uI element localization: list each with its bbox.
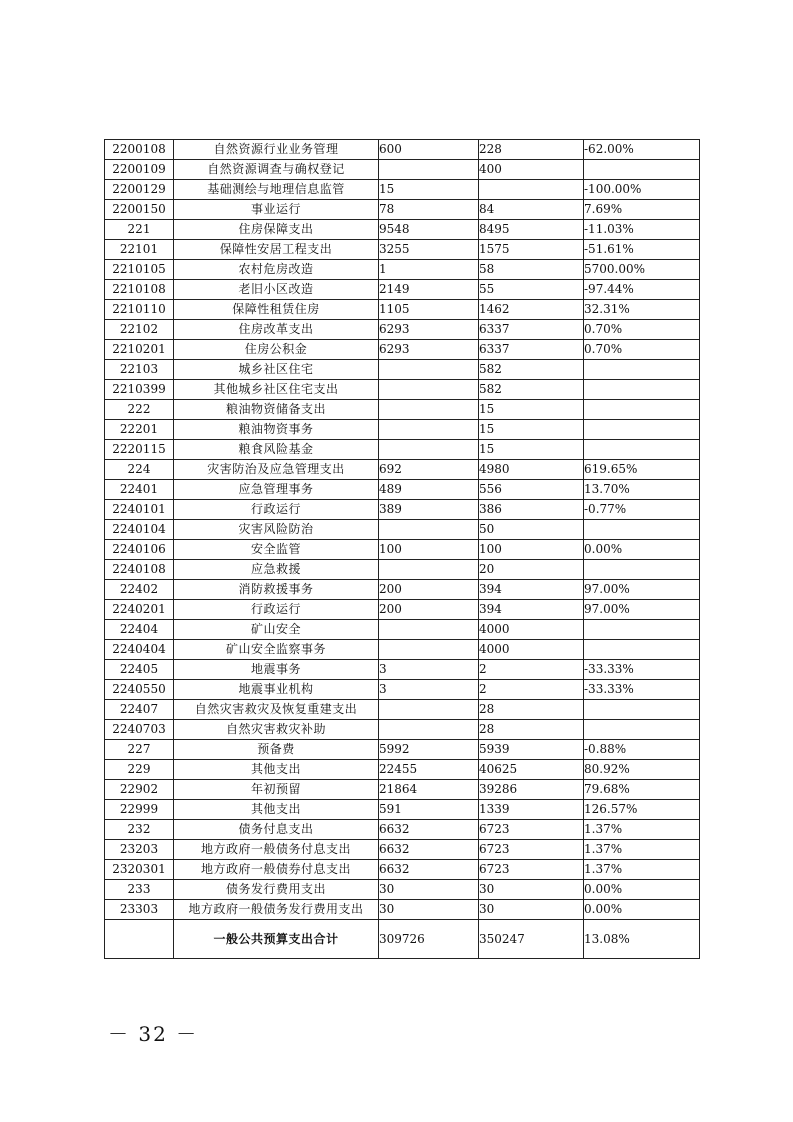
subject-code-cell: 2240404 [105, 640, 174, 660]
change-percent-cell: 0.00% [584, 900, 700, 920]
table-row [105, 220, 700, 240]
total-prior-year-value-cell: 309726 [379, 920, 479, 959]
prior-year-value-cell [379, 400, 479, 420]
prior-year-value-cell [379, 160, 479, 180]
subject-name-cell: 基础测绘与地理信息监管 [174, 180, 379, 200]
subject-name-cell: 自然资源调查与确权登记 [174, 160, 379, 180]
budget-expenditure-table [104, 139, 700, 959]
prior-year-value-cell: 6632 [379, 860, 479, 880]
prior-year-value-cell [379, 360, 479, 380]
table-row [105, 440, 700, 460]
subject-name-cell: 地方政府一般债务付息支出 [174, 840, 379, 860]
table-row [105, 320, 700, 340]
total-current-year-value-cell: 350247 [479, 920, 584, 959]
subject-code-cell: 22407 [105, 700, 174, 720]
subject-code-cell: 22101 [105, 240, 174, 260]
current-year-value-cell: 5939 [479, 740, 584, 760]
subject-name-cell: 住房改革支出 [174, 320, 379, 340]
subject-code-cell: 22103 [105, 360, 174, 380]
prior-year-value-cell: 489 [379, 480, 479, 500]
change-percent-cell [584, 160, 700, 180]
subject-name-cell: 保障性安居工程支出 [174, 240, 379, 260]
table-row [105, 300, 700, 320]
prior-year-value-cell: 1 [379, 260, 479, 280]
current-year-value-cell: 100 [479, 540, 584, 560]
table-row [105, 280, 700, 300]
prior-year-value-cell: 692 [379, 460, 479, 480]
subject-code-cell: 22402 [105, 580, 174, 600]
subject-code-cell: 2240106 [105, 540, 174, 560]
subject-code-cell: 2220115 [105, 440, 174, 460]
table-row [105, 180, 700, 200]
total-change-percent-cell: 13.08% [584, 920, 700, 959]
table-row [105, 600, 700, 620]
current-year-value-cell: 386 [479, 500, 584, 520]
subject-code-cell: 22201 [105, 420, 174, 440]
subject-code-cell: 22902 [105, 780, 174, 800]
subject-name-cell: 债务付息支出 [174, 820, 379, 840]
change-percent-cell: 5700.00% [584, 260, 700, 280]
current-year-value-cell: 39286 [479, 780, 584, 800]
table-row [105, 640, 700, 660]
prior-year-value-cell: 200 [379, 580, 479, 600]
current-year-value-cell: 6723 [479, 840, 584, 860]
prior-year-value-cell [379, 420, 479, 440]
table-row [105, 260, 700, 280]
table-row [105, 420, 700, 440]
change-percent-cell [584, 560, 700, 580]
subject-code-cell: 2240550 [105, 680, 174, 700]
subject-code-cell: 227 [105, 740, 174, 760]
change-percent-cell: -0.77% [584, 500, 700, 520]
table-row [105, 800, 700, 820]
subject-code-cell: 2210201 [105, 340, 174, 360]
subject-name-cell: 应急救援 [174, 560, 379, 580]
subject-name-cell: 自然灾害救灾及恢复重建支出 [174, 700, 379, 720]
total-row [105, 920, 700, 959]
subject-code-cell: 2210110 [105, 300, 174, 320]
subject-code-cell: 222 [105, 400, 174, 420]
current-year-value-cell: 15 [479, 420, 584, 440]
subject-name-cell: 消防救援事务 [174, 580, 379, 600]
prior-year-value-cell: 6632 [379, 820, 479, 840]
subject-name-cell: 粮油物资储备支出 [174, 400, 379, 420]
prior-year-value-cell [379, 380, 479, 400]
current-year-value-cell: 394 [479, 580, 584, 600]
change-percent-cell: 97.00% [584, 600, 700, 620]
prior-year-value-cell [379, 640, 479, 660]
subject-name-cell: 其他支出 [174, 760, 379, 780]
table-row [105, 140, 700, 160]
current-year-value-cell: 6337 [479, 340, 584, 360]
subject-code-cell: 22401 [105, 480, 174, 500]
prior-year-value-cell: 3255 [379, 240, 479, 260]
change-percent-cell: 80.92% [584, 760, 700, 780]
change-percent-cell: -11.03% [584, 220, 700, 240]
table-row [105, 760, 700, 780]
table-row [105, 520, 700, 540]
subject-code-cell: 224 [105, 460, 174, 480]
subject-name-cell: 粮油物资事务 [174, 420, 379, 440]
current-year-value-cell: 6723 [479, 860, 584, 880]
current-year-value-cell: 15 [479, 400, 584, 420]
table-row [105, 340, 700, 360]
subject-name-cell: 矿山安全 [174, 620, 379, 640]
table-row [105, 820, 700, 840]
table-body [105, 140, 700, 959]
subject-name-cell: 地方政府一般债务发行费用支出 [174, 900, 379, 920]
prior-year-value-cell: 5992 [379, 740, 479, 760]
change-percent-cell: 0.70% [584, 320, 700, 340]
prior-year-value-cell: 78 [379, 200, 479, 220]
change-percent-cell: -0.88% [584, 740, 700, 760]
change-percent-cell: -100.00% [584, 180, 700, 200]
subject-code-cell: 22404 [105, 620, 174, 640]
change-percent-cell: 1.37% [584, 860, 700, 880]
table-row [105, 160, 700, 180]
table-row [105, 540, 700, 560]
table-row [105, 580, 700, 600]
subject-code-cell: 2200129 [105, 180, 174, 200]
prior-year-value-cell: 30 [379, 900, 479, 920]
table-row [105, 900, 700, 920]
total-subject-code-cell [105, 920, 174, 959]
current-year-value-cell: 2 [479, 660, 584, 680]
subject-name-cell: 应急管理事务 [174, 480, 379, 500]
prior-year-value-cell [379, 720, 479, 740]
subject-name-cell: 事业运行 [174, 200, 379, 220]
prior-year-value-cell: 1105 [379, 300, 479, 320]
subject-code-cell: 2240104 [105, 520, 174, 540]
change-percent-cell: 619.65% [584, 460, 700, 480]
current-year-value-cell [479, 180, 584, 200]
change-percent-cell: 1.37% [584, 840, 700, 860]
change-percent-cell: 79.68% [584, 780, 700, 800]
subject-name-cell: 其他城乡社区住宅支出 [174, 380, 379, 400]
subject-code-cell: 2200108 [105, 140, 174, 160]
change-percent-cell: 126.57% [584, 800, 700, 820]
subject-name-cell: 灾害防治及应急管理支出 [174, 460, 379, 480]
change-percent-cell: 7.69% [584, 200, 700, 220]
change-percent-cell [584, 440, 700, 460]
table-row [105, 240, 700, 260]
current-year-value-cell: 4000 [479, 640, 584, 660]
current-year-value-cell: 28 [479, 720, 584, 740]
table-row [105, 780, 700, 800]
current-year-value-cell: 2 [479, 680, 584, 700]
change-percent-cell: 0.00% [584, 880, 700, 900]
subject-name-cell: 其他支出 [174, 800, 379, 820]
subject-code-cell: 229 [105, 760, 174, 780]
current-year-value-cell: 582 [479, 380, 584, 400]
current-year-value-cell: 8495 [479, 220, 584, 240]
current-year-value-cell: 58 [479, 260, 584, 280]
subject-name-cell: 行政运行 [174, 600, 379, 620]
prior-year-value-cell: 6632 [379, 840, 479, 860]
change-percent-cell: 97.00% [584, 580, 700, 600]
subject-name-cell: 自然灾害救灾补助 [174, 720, 379, 740]
change-percent-cell [584, 700, 700, 720]
change-percent-cell: -33.33% [584, 680, 700, 700]
change-percent-cell [584, 400, 700, 420]
current-year-value-cell: 394 [479, 600, 584, 620]
table-row [105, 620, 700, 640]
subject-name-cell: 安全监管 [174, 540, 379, 560]
subject-name-cell: 矿山安全监察事务 [174, 640, 379, 660]
subject-name-cell: 债务发行费用支出 [174, 880, 379, 900]
prior-year-value-cell: 591 [379, 800, 479, 820]
subject-code-cell: 2210399 [105, 380, 174, 400]
subject-name-cell: 粮食风险基金 [174, 440, 379, 460]
prior-year-value-cell: 9548 [379, 220, 479, 240]
prior-year-value-cell: 2149 [379, 280, 479, 300]
current-year-value-cell: 4980 [479, 460, 584, 480]
table-row [105, 680, 700, 700]
subject-code-cell: 23203 [105, 840, 174, 860]
current-year-value-cell: 28 [479, 700, 584, 720]
table-row [105, 360, 700, 380]
subject-name-cell: 老旧小区改造 [174, 280, 379, 300]
page-number: － 32 － [108, 1022, 199, 1046]
current-year-value-cell: 50 [479, 520, 584, 540]
prior-year-value-cell [379, 560, 479, 580]
table-row [105, 480, 700, 500]
change-percent-cell: 0.70% [584, 340, 700, 360]
subject-code-cell: 2240201 [105, 600, 174, 620]
subject-name-cell: 城乡社区住宅 [174, 360, 379, 380]
change-percent-cell [584, 720, 700, 740]
table-row [105, 200, 700, 220]
subject-code-cell: 2240703 [105, 720, 174, 740]
table-row [105, 880, 700, 900]
table-row [105, 700, 700, 720]
current-year-value-cell: 20 [479, 560, 584, 580]
subject-name-cell: 灾害风险防治 [174, 520, 379, 540]
change-percent-cell [584, 640, 700, 660]
subject-name-cell: 保障性租赁住房 [174, 300, 379, 320]
prior-year-value-cell: 100 [379, 540, 479, 560]
current-year-value-cell: 556 [479, 480, 584, 500]
prior-year-value-cell: 15 [379, 180, 479, 200]
prior-year-value-cell: 3 [379, 660, 479, 680]
current-year-value-cell: 1462 [479, 300, 584, 320]
prior-year-value-cell: 22455 [379, 760, 479, 780]
change-percent-cell: 1.37% [584, 820, 700, 840]
prior-year-value-cell: 6293 [379, 340, 479, 360]
current-year-value-cell: 4000 [479, 620, 584, 640]
current-year-value-cell: 400 [479, 160, 584, 180]
current-year-value-cell: 55 [479, 280, 584, 300]
change-percent-cell: 32.31% [584, 300, 700, 320]
prior-year-value-cell: 30 [379, 880, 479, 900]
table-row [105, 400, 700, 420]
prior-year-value-cell: 389 [379, 500, 479, 520]
subject-code-cell: 2200109 [105, 160, 174, 180]
subject-name-cell: 农村危房改造 [174, 260, 379, 280]
current-year-value-cell: 6723 [479, 820, 584, 840]
change-percent-cell [584, 360, 700, 380]
subject-name-cell: 地震事务 [174, 660, 379, 680]
change-percent-cell: 13.70% [584, 480, 700, 500]
subject-code-cell: 23303 [105, 900, 174, 920]
prior-year-value-cell: 200 [379, 600, 479, 620]
current-year-value-cell: 582 [479, 360, 584, 380]
current-year-value-cell: 1339 [479, 800, 584, 820]
prior-year-value-cell [379, 620, 479, 640]
subject-name-cell: 地震事业机构 [174, 680, 379, 700]
total-subject-name-cell: 一般公共预算支出合计 [174, 920, 379, 959]
change-percent-cell: 0.00% [584, 540, 700, 560]
subject-name-cell: 预备费 [174, 740, 379, 760]
subject-code-cell: 2200150 [105, 200, 174, 220]
table-row [105, 460, 700, 480]
subject-name-cell: 住房保障支出 [174, 220, 379, 240]
subject-name-cell: 行政运行 [174, 500, 379, 520]
current-year-value-cell: 30 [479, 900, 584, 920]
subject-code-cell: 221 [105, 220, 174, 240]
table-row [105, 720, 700, 740]
prior-year-value-cell: 21864 [379, 780, 479, 800]
current-year-value-cell: 1575 [479, 240, 584, 260]
table-row [105, 740, 700, 760]
table-row [105, 380, 700, 400]
current-year-value-cell: 228 [479, 140, 584, 160]
change-percent-cell: -97.44% [584, 280, 700, 300]
subject-code-cell: 2210108 [105, 280, 174, 300]
current-year-value-cell: 40625 [479, 760, 584, 780]
table-row [105, 860, 700, 880]
change-percent-cell [584, 620, 700, 640]
current-year-value-cell: 84 [479, 200, 584, 220]
change-percent-cell: -33.33% [584, 660, 700, 680]
subject-name-cell: 地方政府一般债券付息支出 [174, 860, 379, 880]
table-row [105, 500, 700, 520]
subject-code-cell: 2210105 [105, 260, 174, 280]
current-year-value-cell: 6337 [479, 320, 584, 340]
table-row [105, 840, 700, 860]
subject-code-cell: 22999 [105, 800, 174, 820]
change-percent-cell: -51.61% [584, 240, 700, 260]
prior-year-value-cell [379, 440, 479, 460]
subject-code-cell: 2240108 [105, 560, 174, 580]
table-row [105, 660, 700, 680]
change-percent-cell [584, 420, 700, 440]
current-year-value-cell: 15 [479, 440, 584, 460]
change-percent-cell: -62.00% [584, 140, 700, 160]
subject-code-cell: 232 [105, 820, 174, 840]
prior-year-value-cell [379, 700, 479, 720]
table-row [105, 560, 700, 580]
subject-name-cell: 年初预留 [174, 780, 379, 800]
prior-year-value-cell: 3 [379, 680, 479, 700]
change-percent-cell [584, 380, 700, 400]
subject-code-cell: 22102 [105, 320, 174, 340]
prior-year-value-cell: 6293 [379, 320, 479, 340]
subject-name-cell: 住房公积金 [174, 340, 379, 360]
subject-code-cell: 22405 [105, 660, 174, 680]
subject-code-cell: 2320301 [105, 860, 174, 880]
subject-name-cell: 自然资源行业业务管理 [174, 140, 379, 160]
prior-year-value-cell: 600 [379, 140, 479, 160]
subject-code-cell: 2240101 [105, 500, 174, 520]
current-year-value-cell: 30 [479, 880, 584, 900]
subject-code-cell: 233 [105, 880, 174, 900]
change-percent-cell [584, 520, 700, 540]
prior-year-value-cell [379, 520, 479, 540]
